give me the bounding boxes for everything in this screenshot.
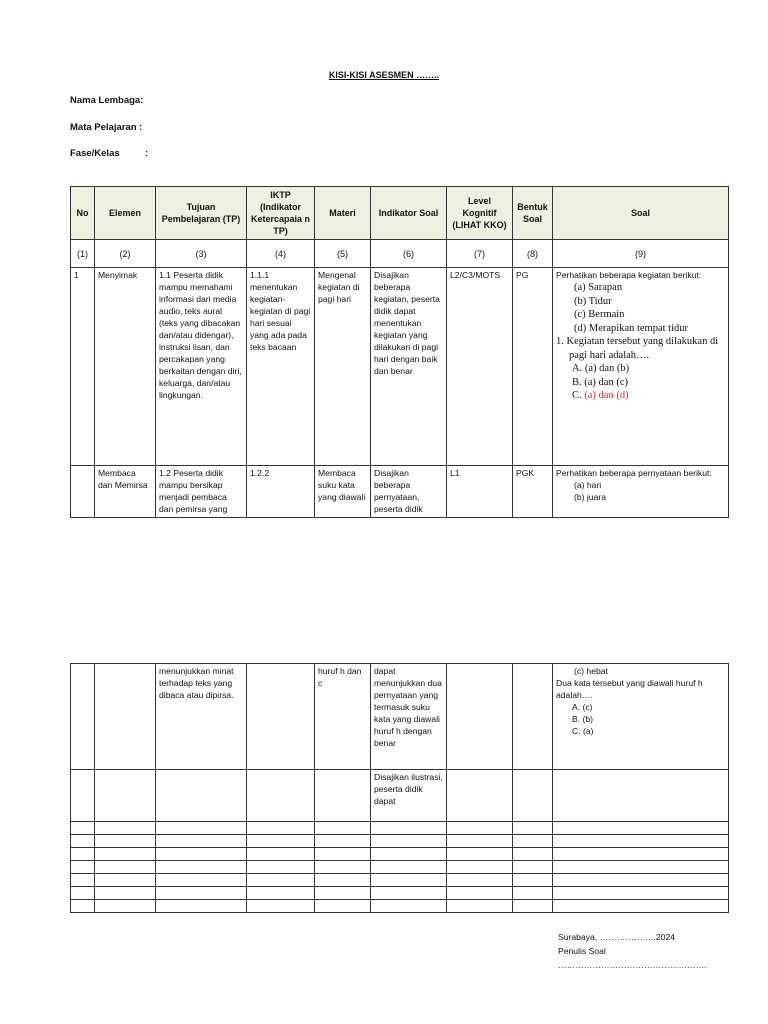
empty-row	[71, 848, 729, 861]
fase-kelas-label	[70, 148, 148, 159]
soal-question: Dua kata tersebut yang diawali huruf h adalah….	[556, 678, 703, 700]
row3-indikator: Disajikan ilustrasi, peserta didik dapat	[371, 770, 447, 822]
mata-pelajaran-label: Mata Pelajaran :	[70, 122, 143, 133]
header-elemen: Elemen	[95, 187, 156, 240]
row2-materi-cont: huruf h dan c	[315, 664, 371, 770]
header-soal: Soal	[553, 187, 729, 240]
colnum-8: (8)	[513, 240, 553, 268]
row2-level: L1	[447, 466, 513, 518]
footer-place-date: Surabaya, ………………..2024	[558, 932, 676, 942]
soal-item: (b) juara	[574, 492, 606, 502]
header-row	[71, 187, 729, 240]
row1-elemen: Menyimak	[95, 268, 156, 466]
row2-indikator-cont: dapat menunjukkan dua pernyataan yang termasuk suku kata yang diawali huruf h dengan benar	[371, 664, 447, 770]
row2-tp-cont: menunjukkan minat terhadap teks yang dibaca atau dipirsa.	[156, 664, 247, 770]
soal-option-c: C. (a)	[572, 726, 594, 736]
header-no: No	[71, 187, 95, 240]
table-row	[71, 466, 729, 518]
empty-row	[71, 822, 729, 835]
soal-option-a: A. (c)	[572, 702, 593, 712]
colnum-7: (7)	[447, 240, 513, 268]
row2-soal-cont	[553, 664, 729, 770]
soal-intro: Perhatikan beberapa kegiatan berikut:	[556, 270, 702, 280]
soal-option-c	[556, 389, 725, 403]
row2-indikator: Disajikan beberapa pernyataan, peserta didik	[371, 466, 447, 518]
soal-item: (a) hari	[574, 480, 602, 490]
soal-answer-key: (a) dan (d)	[584, 390, 629, 401]
row1-soal	[553, 268, 729, 466]
fase-kelas-colon: :	[144, 148, 149, 159]
table-row	[71, 268, 729, 466]
row1-indikator: Disajikan beberapa kegiatan, peserta didik dapat menentukan kegiatan yang dilakukan di pagi hari dengan baik dan benar	[371, 268, 447, 466]
row1-no: 1	[71, 268, 95, 466]
colnum-2: (2)	[95, 240, 156, 268]
row1-iktp: 1.1.1 menentukan kegiatan-kegiatan di pagi hari sesuai yang ada pada teks bacaan	[247, 268, 315, 466]
colnum-5: (5)	[315, 240, 371, 268]
row1-tp: 1.1 Peserta didik mampu memahami informasi dari media audio, teks aural (teks yang dibacakan dan/atau didengar), instruksi lisan, dan percakapan yang berkaitan dengan diri, keluarga, dan/atau lingkungan.	[156, 268, 247, 466]
row2-elemen: Membaca dan Memirsa	[95, 466, 156, 518]
soal-option-b: B. (a) dan (c)	[572, 376, 628, 388]
kisi-kisi-table-continued	[70, 663, 729, 913]
colnum-6: (6)	[371, 240, 447, 268]
soal-option-a: A. (a) dan (b)	[572, 363, 630, 374]
soal-item: (a) Sarapan	[574, 282, 623, 293]
row2-iktp: 1.2.2	[247, 466, 315, 518]
row2-materi: Membaca suku kata yang diawali	[315, 466, 371, 518]
table-row	[71, 664, 729, 770]
table-row	[71, 770, 729, 822]
row2-soal	[553, 466, 729, 518]
nama-lembaga-label: Nama Lembaga:	[70, 95, 144, 106]
footer-signature-line: …………………………………………….	[558, 960, 707, 970]
row1-bentuk: PG	[513, 268, 553, 466]
colnum-9: (9)	[553, 240, 729, 268]
soal-item: (c) hebat	[574, 666, 608, 676]
footer-role: Penulis Soal	[558, 946, 606, 956]
header-level: Level Kognitif (LIHAT KKO)	[447, 187, 513, 240]
empty-row	[71, 900, 729, 913]
empty-row	[71, 887, 729, 900]
kisi-kisi-table	[70, 186, 729, 518]
empty-row	[71, 835, 729, 848]
soal-question: 1. Kegiatan tersebut yang dilakukan di pagi hari adalah….	[556, 336, 719, 361]
soal-item: (d) Merapikan tempat tidur	[574, 322, 689, 334]
row2-bentuk: PGK	[513, 466, 553, 518]
row1-level: L2/C3/MOTS	[447, 268, 513, 466]
fase-kelas-text: Fase/Kelas	[70, 148, 120, 159]
soal-item: (b) Tidur	[574, 295, 612, 307]
soal-item: (c) Bermain	[574, 309, 625, 320]
colnum-4: (4)	[247, 240, 315, 268]
empty-row	[71, 861, 729, 874]
row2-tp: 1.2 Peserta didik mampu bersikap menjadi pembaca dan pemirsa yang	[156, 466, 247, 518]
colnum-1: (1)	[71, 240, 95, 268]
header-bentuk: Bentuk Soal	[513, 187, 553, 240]
colnum-3: (3)	[156, 240, 247, 268]
header-materi: Materi	[315, 187, 371, 240]
soal-option-c-label: C.	[572, 390, 585, 401]
soal-option-b: B. (b)	[572, 714, 594, 724]
empty-row	[71, 874, 729, 887]
header-tp: Tujuan Pembelajaran (TP)	[156, 187, 247, 240]
header-iktp: IKTP (Indikator Ketercapaia n TP)	[247, 187, 315, 240]
page-title: KISI-KISI ASESMEN ……..	[328, 70, 440, 80]
header-indikator: Indikator Soal	[371, 187, 447, 240]
row1-materi: Mengenal kegiatan di pagi hari	[315, 268, 371, 466]
column-number-row	[71, 240, 729, 268]
soal-intro: Perhatikan beberapa pernyataan berikut:	[556, 468, 712, 478]
